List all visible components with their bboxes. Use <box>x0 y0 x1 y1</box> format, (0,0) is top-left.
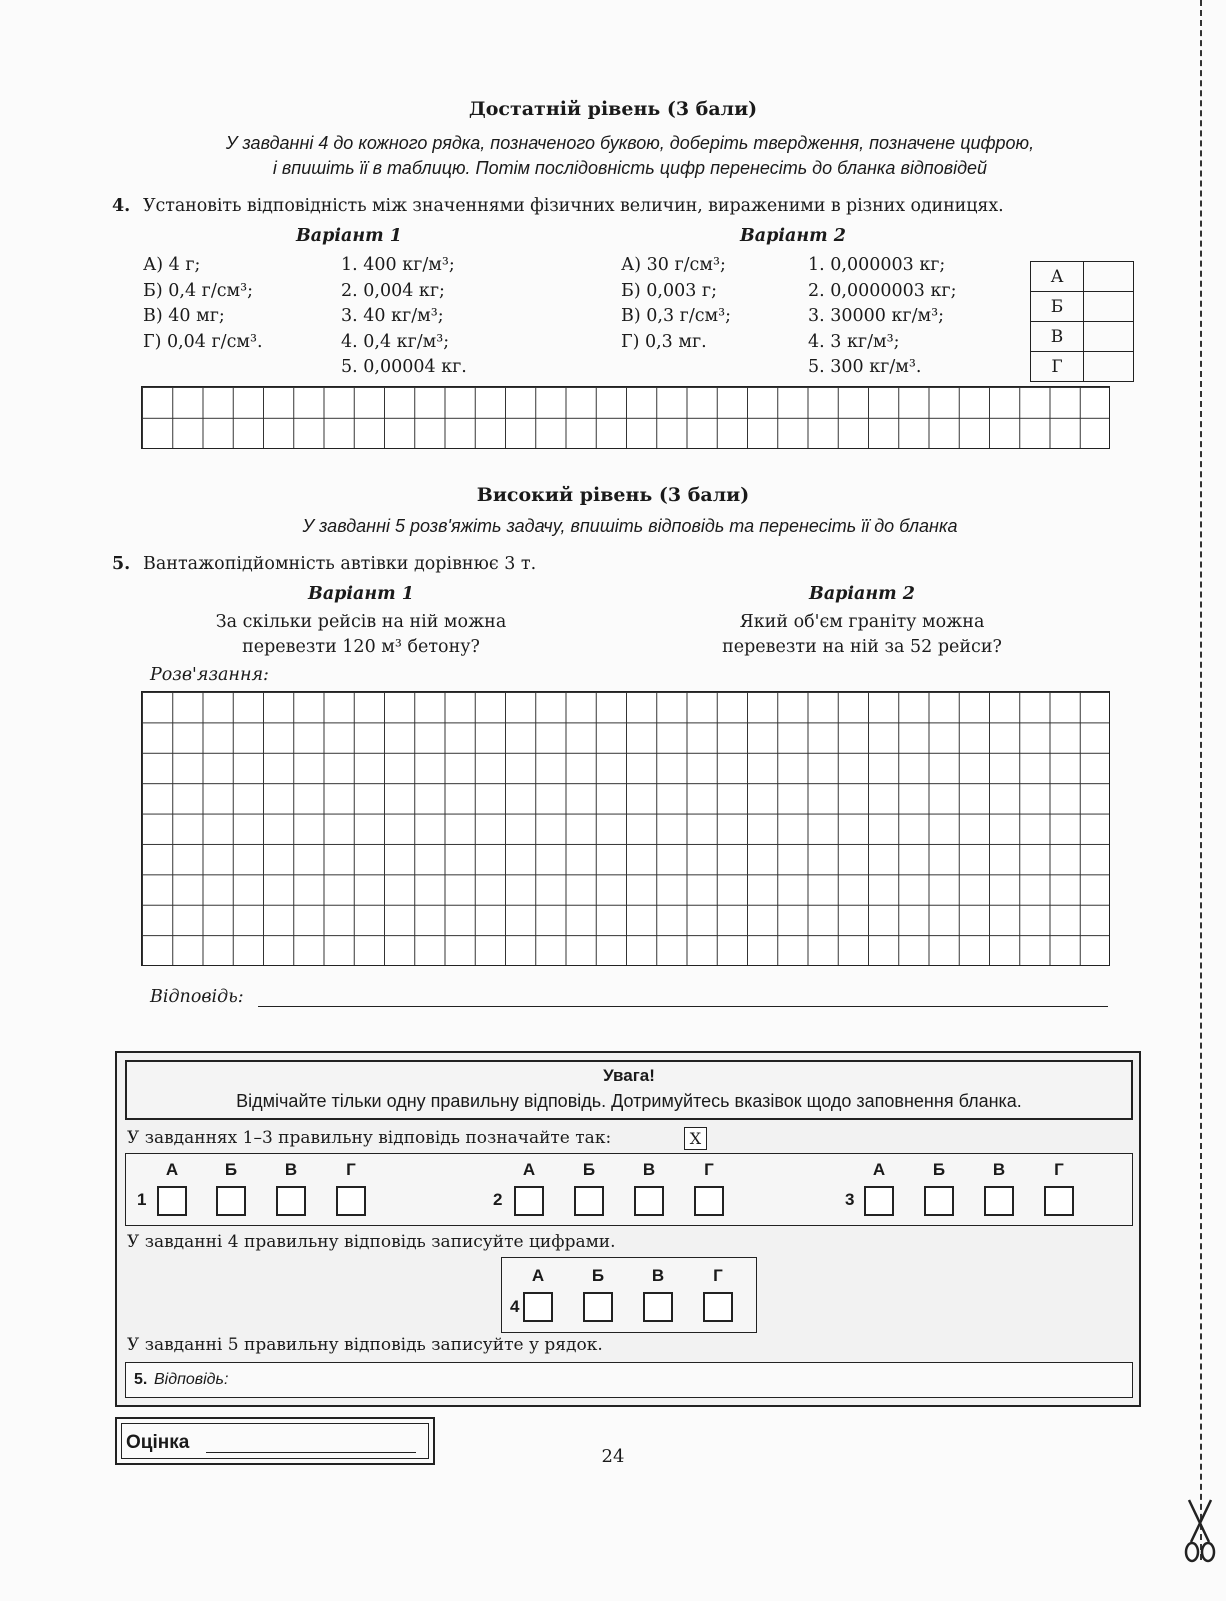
section-instruction-high: У завданні 5 розв'яжіть задачу, впишіть відповідь та перенесіть її до бланка <box>302 516 958 536</box>
section-instruction-line2: і впишіть її в таблицю. Потім послідовність цифр перенесіть до бланка відповідей <box>272 158 988 178</box>
task4-sheet-box-g[interactable] <box>703 1292 733 1322</box>
task4-v2-option-3: 3. 30000 кг/м³; <box>808 306 945 326</box>
task1-label-g: Г <box>346 1160 356 1179</box>
task4-v2-letter-a: А) 30 г/см³; <box>621 255 726 275</box>
task4-variant1-label: Варіант 1 <box>296 226 402 246</box>
task2-checkbox-g[interactable] <box>694 1186 724 1216</box>
task5-variant2-label: Варіант 2 <box>809 584 915 604</box>
task5-answer-field[interactable] <box>125 1362 1133 1398</box>
section-instruction-line1: У завданні 4 до кожного рядка, позначеного буквою, доберіть твердження, позначене цифрою, <box>225 133 1035 153</box>
task5-variant1-line2: перевезти 120 м³ бетону? <box>242 637 480 657</box>
match-cell-b[interactable] <box>1084 292 1134 322</box>
match-letter-a: А <box>1031 262 1084 292</box>
task4-sheet-box-b[interactable] <box>583 1292 613 1322</box>
match-row-a <box>1031 262 1134 292</box>
task2-checkbox-b[interactable] <box>574 1186 604 1216</box>
task4-work-grid[interactable] <box>141 386 1110 449</box>
match-row-g <box>1031 352 1134 382</box>
task4-v1-letters <box>143 253 263 355</box>
task3-label-g: Г <box>1054 1160 1064 1179</box>
tasks13-label: У завданнях 1–3 правильну відповідь позначайте так: <box>127 1128 612 1148</box>
task1-checkbox-b[interactable] <box>216 1186 246 1216</box>
answer-label: Відповідь: <box>150 987 244 1007</box>
task3-label-v: В <box>992 1160 1006 1179</box>
task4-v1-option-2: 2. 0,004 кг; <box>341 280 445 301</box>
match-letter-g: Г <box>1031 352 1084 382</box>
task4-v1-option-3: 3. 40 кг/м³; <box>341 306 444 326</box>
page-number: 24 <box>601 1446 625 1467</box>
task4-sheet-label-a: А <box>531 1266 545 1285</box>
task1-label-b: Б <box>224 1160 238 1179</box>
task3-checkbox-b[interactable] <box>924 1186 954 1216</box>
scissors-icon <box>1183 1498 1217 1566</box>
task3-number: 3 <box>845 1190 855 1209</box>
task4-sheet-number: 4 <box>510 1297 520 1316</box>
score-line[interactable] <box>206 1452 416 1453</box>
task1-label-a: А <box>165 1160 179 1179</box>
task4-v2-letter-g: Г) 0,3 мг. <box>621 331 707 352</box>
score-box-inner <box>121 1423 429 1459</box>
task4-sheet-label-g: Г <box>713 1266 723 1285</box>
answer-line[interactable] <box>258 1006 1108 1007</box>
task5-number: 5. <box>112 554 131 574</box>
task4-v2-options <box>808 253 956 381</box>
task2-number: 2 <box>493 1190 503 1209</box>
task4-v2-letter-v: В) 0,3 г/см³; <box>621 306 732 326</box>
task4-v1-letter-a: А) 4 г; <box>143 255 201 275</box>
task4-v2-option-4: 4. 3 кг/м³; <box>808 331 900 352</box>
task5-text: Вантажопідйомність автівки дорівнює 3 т. <box>143 554 537 574</box>
task2-label-g: Г <box>704 1160 714 1179</box>
solution-label: Розв'язання: <box>150 665 269 685</box>
task3-label-b: Б <box>932 1160 946 1179</box>
task5-sheet-label: У завданні 5 правильну відповідь записуйте у рядок. <box>127 1335 603 1355</box>
score-label: Оцінка <box>126 1432 190 1453</box>
task3-checkbox-g[interactable] <box>1044 1186 1074 1216</box>
task4-variant2-label: Варіант 2 <box>740 226 846 246</box>
task1-label-v: В <box>284 1160 298 1179</box>
match-cell-a[interactable] <box>1084 262 1134 292</box>
section-title-sufficient: Достатній рівень (3 бали) <box>468 98 758 120</box>
task2-checkbox-a[interactable] <box>514 1186 544 1216</box>
task5-variant1-label: Варіант 1 <box>308 584 414 604</box>
attention-title: Увага! <box>603 1066 655 1085</box>
task1-checkbox-v[interactable] <box>276 1186 306 1216</box>
task1-number: 1 <box>137 1190 147 1209</box>
task5-variant1-line1: За скільки рейсів на ній можна <box>215 612 507 632</box>
section-title-high: Високий рівень (3 бали) <box>476 484 750 506</box>
task5-variant2-line1: Який об'єм граніту можна <box>739 612 985 632</box>
task4-sheet-box-v[interactable] <box>643 1292 673 1322</box>
task4-v2-letter-b: Б) 0,003 г; <box>621 280 717 301</box>
task4-number: 4. <box>112 196 131 216</box>
match-letter-b: Б <box>1031 292 1084 322</box>
match-row-v <box>1031 322 1134 352</box>
task4-v1-options <box>341 253 467 381</box>
task4-v1-letter-b: Б) 0,4 г/см³; <box>143 280 254 301</box>
task5-sheet-answer-label: Відповідь: <box>154 1371 229 1388</box>
task4-v1-option-5: 5. 0,00004 кг. <box>341 357 467 377</box>
task4-sheet-label-v: В <box>651 1266 665 1285</box>
score-box <box>115 1417 435 1465</box>
task2-label-v: В <box>642 1160 656 1179</box>
task2-label-b: Б <box>582 1160 596 1179</box>
task4-v1-option-1: 1. 400 кг/м³; <box>341 255 455 275</box>
match-row-b <box>1031 292 1134 322</box>
task5-solution-grid[interactable] <box>141 691 1110 966</box>
task5-sheet-number: 5. <box>134 1371 148 1388</box>
task3-label-a: А <box>872 1160 886 1179</box>
task4-v2-option-1: 1. 0,000003 кг; <box>808 255 946 275</box>
task3-checkbox-a[interactable] <box>864 1186 894 1216</box>
task4-match-table <box>1030 261 1134 382</box>
task3-checkbox-v[interactable] <box>984 1186 1014 1216</box>
task4-sheet-label: У завданні 4 правильну відповідь записуйте цифрами. <box>127 1232 616 1252</box>
match-letter-v: В <box>1031 322 1084 352</box>
task4-v1-letter-g: Г) 0,04 г/см³. <box>143 331 263 352</box>
task1-checkbox-a[interactable] <box>157 1186 187 1216</box>
mark-example-box: X <box>684 1127 707 1150</box>
task5-variant2-line2: перевезти на ній за 52 рейси? <box>722 637 1002 657</box>
task4-v2-option-2: 2. 0,0000003 кг; <box>808 280 957 301</box>
task4-sheet-label-b: Б <box>591 1266 605 1285</box>
task4-v1-option-4: 4. 0,4 кг/м³; <box>341 331 450 352</box>
attention-text: Відмічайте тільки одну правильну відповідь. Дотримуйтесь вказівок щодо заповнення бланка. <box>236 1091 1022 1111</box>
cut-line <box>1200 0 1202 1560</box>
task2-label-a: А <box>522 1160 536 1179</box>
task4-v1-letter-v: В) 40 мг; <box>143 306 225 326</box>
task4-sheet-box-a[interactable] <box>523 1292 553 1322</box>
task4-v2-letters <box>621 253 731 355</box>
task4-v2-option-5: 5. 300 кг/м³. <box>808 357 922 377</box>
match-cell-v[interactable] <box>1084 322 1134 352</box>
attention-box <box>125 1060 1133 1120</box>
task4-text: Установіть відповідність між значеннями фізичних величин, вираженими в різних одиницях. <box>143 196 1004 216</box>
task2-checkbox-v[interactable] <box>634 1186 664 1216</box>
match-cell-g[interactable] <box>1084 352 1134 382</box>
task1-checkbox-g[interactable] <box>336 1186 366 1216</box>
